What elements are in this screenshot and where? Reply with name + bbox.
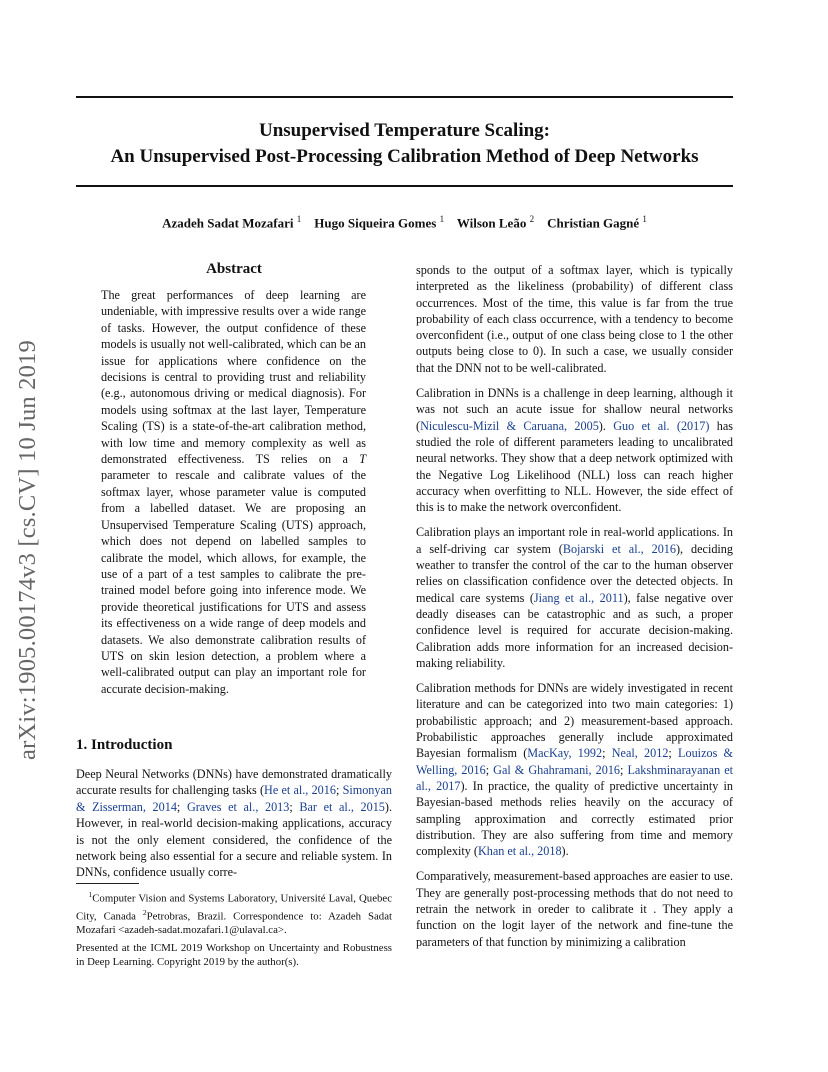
- math-symbol: T: [359, 452, 366, 467]
- abstract-text-part: parameter to rescale and calibrate values of the softmax layer, whose parameter value is computed from a labelled dataset. We are proposing an Unsupervised Temperature Scaling (UTS) approach, which does not depend on labelled samples to calibrate the model, which allows, for example, the use of a part of a test samples to calibrate the pre-trained model before going into inference mode. We provide theoretical justifications for UTS and assess its effectiveness on a wide range of deep models and datasets. We also demonstrate calibration results of UTS on skin lesion detection, a problem where a well-calibrated output can play an important role for accurate decision-making.: [101, 468, 366, 696]
- section-heading-introduction: 1. Introduction: [76, 737, 173, 753]
- text-span: ).: [598, 418, 614, 433]
- text-span: ;: [176, 799, 187, 814]
- citation-link[interactable]: Lakshminarayanan et al., 2017: [416, 762, 733, 793]
- text-span: ;: [668, 746, 679, 761]
- text-span: ;: [485, 762, 494, 777]
- text-span: sponds to the output of a softmax layer, which is typically interpreted as the likeliness (probability) of different class occurrences. Most of the time, this value is far from the true probability of each class occurrence, with a tendency to become overconfident (i.e., output of one class being close to 1 the other outputs being close to 0). In such a case, we usually consider that the DNN not to be well-calibrated.: [416, 263, 733, 375]
- citation-link[interactable]: Graves et al., 2013: [186, 799, 290, 814]
- paper-title-line2: An Unsupervised Post-Processing Calibration Method of Deep Networks: [110, 146, 699, 167]
- introduction-text: [76, 766, 392, 881]
- paragraph: [416, 262, 733, 376]
- citation-link[interactable]: MacKay, 1992: [527, 746, 603, 761]
- text-span: ), false negative over deadly diseases can be catastrophic and as such, a proper confidence level is required for accurate decision-making. Calibration adds more information for an increased decision-making reliability.: [416, 590, 733, 670]
- citation-link[interactable]: He et al., 2016: [264, 783, 336, 798]
- author-name: Christian Gagné: [547, 215, 640, 231]
- text-span: Comparatively, measurement-based approaches are easier to use. They are generally post-processing methods that do not need to retrain the network in oreder to calibrate it . They apply a function on the logit layer of the network and fine-tune the parameters of that function by minimizing a calibration: [416, 869, 733, 949]
- paragraph: [416, 524, 733, 671]
- text-span: ;: [620, 762, 628, 777]
- text-span: Deep Neural Networks (DNNs) have demonstrated dramatically accurate results for challenging tasks (: [76, 767, 392, 798]
- abstract-heading: Abstract: [206, 261, 262, 277]
- text-span: ).: [561, 844, 569, 859]
- citation-link[interactable]: Gal & Ghahramani, 2016: [493, 762, 621, 777]
- author-affiliation: 1: [296, 214, 302, 224]
- author-affiliation: 1: [642, 214, 647, 224]
- citation-link[interactable]: Bojarski et al., 2016: [562, 541, 676, 556]
- text-span: ;: [289, 799, 300, 814]
- citation-link[interactable]: Niculescu-Mizil & Caruana, 2005: [420, 418, 599, 433]
- abstract-text-part: The great performances of deep learning are undeniable, with impressive results over a wide range of tasks. However, the output confidence of these models is usually not well-calibrated, which can be an issue for applications where confidence on the decisions is central to providing trust and reliability (e.g., autonomous driving or medical diagnosis). For models using softmax at the last layer, Temperature Scaling (TS) is a state-of-the-art calibration method, with low time and memory complexity as well as demonstrated effectiveness. TS relies on a: [101, 288, 366, 467]
- author-affiliation: 2: [529, 214, 535, 224]
- paragraph: [416, 385, 733, 515]
- text-span: Calibration methods for DNNs are widely investigated in recent literature and can be categorized into two main categories: 1) probabilistic approach; and 2) measurement-based approach. Probabilistic approaches generally include approximated Bayesian formalism (: [416, 681, 733, 761]
- arxiv-stamp: arXiv:1905.00174v3 [cs.CV] 10 Jun 2019: [14, 340, 41, 760]
- citation-link[interactable]: Simonyan & Zisserman, 2014: [76, 783, 392, 814]
- abstract-text: [101, 287, 366, 697]
- footnote-marker: 2: [142, 907, 147, 917]
- text-span: ). In practice, the quality of predictive uncertainty in Bayesian-based methods relies heavily on the accuracy of sampling approximation and correctly estimated prior distribution. They are also suffering from time and memory complexity (: [416, 778, 733, 859]
- text-span: ;: [335, 783, 343, 798]
- text-span: ), deciding weather to transfer the control of the car to the human observer relies on classification confidence over the detected objects. In medical care systems (: [416, 541, 733, 605]
- author-affiliation: 1: [439, 214, 445, 224]
- text-span: Petrobras, Brazil. Correspondence to: Azadeh Sadat Mozafari <azadeh-sadat.mozafari.1@ulaval.ca>.: [76, 910, 393, 937]
- paragraph: [416, 868, 733, 949]
- bottom-rule: [76, 185, 733, 187]
- citation-link[interactable]: Guo et al. (2017): [613, 418, 710, 433]
- workshop-notice: Presented at the ICML 2019 Workshop on Uncertainty and Robustness in Deep Learning. Copyright 2019 by the author(s).: [76, 942, 392, 968]
- paragraph: [416, 680, 733, 859]
- text-span: ). However, in real-world decision-making applications, accuracy is not the only element considered, the confidence of the network being also essential for a secure and reliable system. In DNNs, confidence usually corre-: [76, 799, 393, 880]
- citation-link[interactable]: Bar et al., 2015: [299, 799, 385, 814]
- text-span: ;: [602, 746, 612, 761]
- text-span: Calibration in DNNs is a challenge in deep learning, although it was not such an acute issue for shallow neural networks (: [416, 386, 733, 433]
- author-name: Azadeh Sadat Mozafari: [162, 215, 294, 231]
- citation-link[interactable]: Jiang et al., 2011: [533, 590, 624, 605]
- citation-link[interactable]: Louizos & Welling, 2016: [416, 746, 734, 777]
- author-name: Wilson Leão: [456, 215, 527, 231]
- text-span: Calibration plays an important role in real-world applications. In a self-driving car system (: [416, 525, 733, 556]
- text-span: Computer Vision and Systems Laboratory, Université Laval, Quebec City, Canada: [76, 892, 392, 923]
- footnote-rule: [76, 883, 139, 884]
- top-rule: [76, 96, 733, 98]
- affiliation-footnote: [76, 888, 392, 937]
- author-name: Hugo Siqueira Gomes: [314, 215, 437, 231]
- paper-title-line1: Unsupervised Temperature Scaling:: [258, 120, 550, 141]
- right-column: [416, 262, 733, 959]
- footnote-marker: 1: [88, 890, 93, 899]
- citation-link[interactable]: Neal, 2012: [611, 746, 669, 761]
- text-span: has studied the role of different parameters leading to uncalibrated neural networks. They show that a deep network optimized with the Negative Log Likelihood (NLL) loss can reach higher accuracy when overfitting to NLL. However, the side effect of this is to make the network overconfident.: [416, 418, 733, 515]
- author-list: [76, 214, 733, 231]
- citation-link[interactable]: Khan et al., 2018: [477, 844, 562, 859]
